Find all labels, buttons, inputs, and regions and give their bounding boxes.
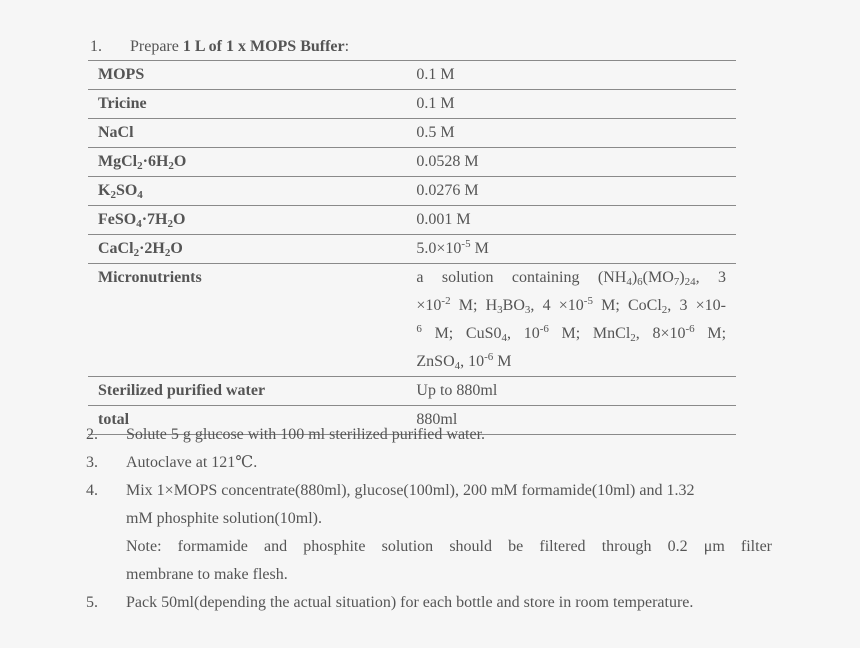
reagent-name: Sterilized purified water	[88, 377, 400, 406]
step-number: 5.	[86, 594, 98, 611]
note-text: Note: formamide and phosphite solution should be filtered through 0.2 μm filter	[126, 538, 772, 555]
table-row	[88, 206, 736, 235]
reagent-name: Micronutrients	[88, 264, 400, 377]
table-row	[88, 90, 736, 119]
reagent-name: NaCl	[88, 119, 400, 148]
step-1-title: 1 L of 1 x MOPS Buffer	[182, 38, 345, 55]
step-1-prefix: Prepare	[130, 38, 183, 55]
reagent-concentration: 880ml	[400, 406, 736, 435]
reagent-concentration: 0.001 M	[400, 206, 736, 235]
reagent-name: $MgCl_2\cdot 6H_2O$	[88, 148, 400, 177]
step-4-note	[126, 533, 772, 561]
step-text: Mix 1×MOPS concentrate(880ml), glucose(100ml), 200 mM formamide(10ml) and 1.32	[126, 482, 695, 499]
mops-buffer-table	[88, 60, 736, 435]
reagent-concentration: Up to 880ml	[400, 377, 736, 406]
step-3	[86, 449, 257, 477]
reagent-name: $K_2SO_4$	[88, 177, 400, 206]
step-number: 3.	[86, 454, 98, 471]
reagent-name: total	[88, 406, 400, 435]
reagent-concentration: 0.0276 M	[400, 177, 736, 206]
table-row	[88, 235, 736, 264]
table-row	[88, 148, 736, 177]
reagent-concentration: 0.1 M	[400, 90, 736, 119]
table-row	[88, 177, 736, 206]
reagent-concentration: 0.0528 M	[400, 148, 736, 177]
step-text: Solute 5 g glucose with 100 ml sterilized purified water.	[126, 426, 486, 443]
step-4	[86, 477, 694, 505]
reagent-concentration: 0.5 M	[400, 119, 736, 148]
step-number: 4.	[86, 482, 98, 499]
step-1	[90, 33, 349, 61]
step-1-suffix: :	[344, 38, 350, 55]
table-row	[88, 377, 736, 406]
reagent-concentration: 0.1 M	[400, 61, 736, 90]
table-row	[88, 61, 736, 90]
step-number: 1.	[90, 38, 102, 55]
micronutrients-composition: a solution containing $(NH_4)_6(MO_7)_{24}$, 3 $\times 10^{-2}$ M; $H_3BO_3$, $4 \times 10^{-5}$ M; CoCl$_2$, 3 ×10- $^6$ M; $CuS0_4$, $10^{-6}$ M; MnCl$_2$, $8\times 10^{-6}$ M; ZnSO$_4$, $10^{-6}$ M	[400, 264, 736, 377]
reagent-concentration: $5.0\times 10^{-5}$ M	[400, 235, 736, 264]
step-2	[86, 421, 485, 449]
reagent-name: $CaCl_2\cdot 2H_2O$	[88, 235, 400, 264]
reagent-name: Tricine	[88, 90, 400, 119]
reagent-name: MOPS	[88, 61, 400, 90]
step-5	[86, 589, 693, 617]
step-4-continuation: mM phosphite solution(10ml).	[126, 510, 322, 527]
step-number: 2.	[86, 426, 98, 443]
step-text: Pack 50ml(depending the actual situation) for each bottle and store in room temperature.	[126, 594, 694, 611]
reagent-name: $FeSO_4\cdot 7H_2O$	[88, 206, 400, 235]
step-text: Autoclave at 121℃.	[126, 454, 258, 471]
table-row	[88, 119, 736, 148]
table-row	[88, 264, 736, 377]
step-4-note-continuation: membrane to make flesh.	[126, 566, 288, 583]
